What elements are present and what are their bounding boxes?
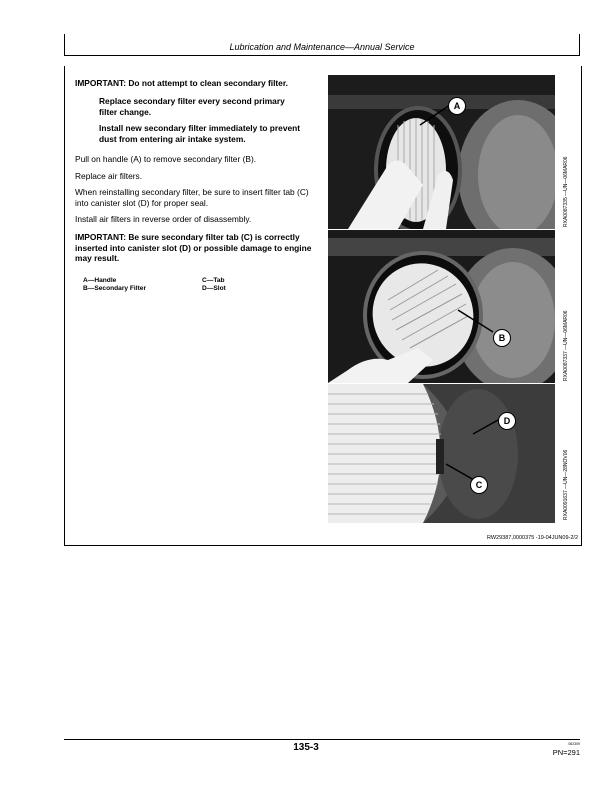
photo-3-code: RXA0091637 —UN—28NOV06 [563,449,569,520]
footer-rule [64,739,580,740]
photo-tab-slot [328,384,555,523]
step-3: When reinstalling secondary filter, be sure to insert filter tab (C) into canister slot (D) for proper seal. [75,187,309,208]
callout-d: D [498,412,516,430]
reference-code: RW29387,0000375 -19-04JUN09-2/2 [486,535,578,541]
footer-date-code: 062309 [568,742,580,746]
callout-a: A [448,97,466,115]
page-header-title: Lubrication and Maintenance—Annual Service [229,42,415,52]
callout-b: B [493,329,511,347]
important-notice-1-sub2: Install new secondary filter immediately to prevent dust from entering air intake system. [99,123,301,144]
important-notice-1-sub1: Replace secondary filter every second primary filter change. [99,96,285,117]
photo-1-code: RXA0087335 —UN—06MAR06 [563,156,569,227]
legend-item-c: C—Tab [202,277,225,284]
legend-item-d: D—Slot [202,285,226,292]
page-number: 135-3 [293,742,319,753]
photo-2-code: RXA0087337 —UN—06MAR06 [563,310,569,381]
legend-item-a: A—Handle [83,277,117,284]
callout-c: C [470,476,488,494]
photo-1-illustration [328,75,555,229]
step-2: Replace air filters. [75,171,143,181]
step-4: Install air filters in reverse order of disassembly. [75,214,252,224]
header-rule [64,55,580,56]
photo-2-illustration [328,230,555,383]
footer-pn: PN=291 [552,748,580,757]
important-notice-2: IMPORTANT: Be sure secondary filter tab (C) is correctly inserted into canister slot (D) or possible damage to engine may result. [75,232,312,263]
legend-item-b: B—Secondary Filter [83,285,147,292]
photo-3-illustration [328,384,555,523]
photo-remove-filter [328,75,555,229]
step-1: Pull on handle (A) to remove secondary filter (B). [75,154,257,164]
photo-secondary-filter [328,230,555,383]
important-notice-1: IMPORTANT: Do not attempt to clean secondary filter. [75,78,288,88]
